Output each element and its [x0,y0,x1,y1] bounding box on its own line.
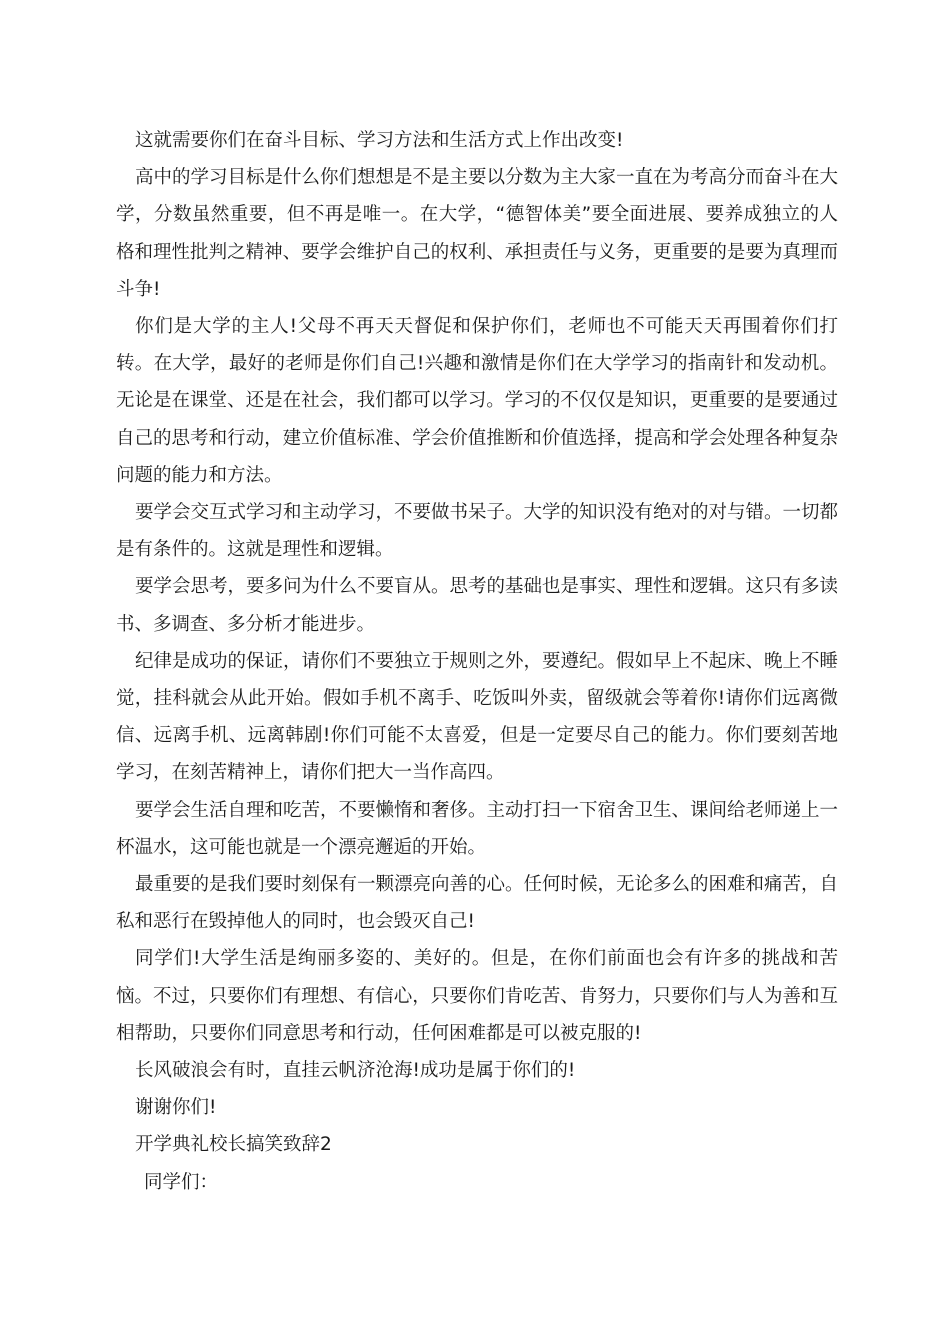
paragraph-learn-to-think: 要学会思考，要多问为什么不要盲从。思考的基础也是事实、理性和逻辑。这只有多读书、多调查、多分析才能进步。 [116,576,839,635]
document-page [116,122,838,1201]
paragraph-self-reliance: 要学会生活自理和吃苦，不要懒惰和奢侈。主动打扫一下宿舍卫生、课间给老师递上一杯温水，这可能也就是一个漂亮邂逅的开始。 [116,799,839,858]
paragraph-discipline: 纪律是成功的保证，请你们不要独立于规则之外，要遵纪。假如早上不起床、晚上不睡觉，挂科就会从此开始。假如手机不离手、吃饭叫外卖，留级就会等着你!请你们远离微信、远离手机、远离韩剧!你们可能不太喜爱，但是一定要尽自己的能力。你们要刻苦地学习，在刻苦精神上，请你们把大一当作高四。 [116,650,839,784]
paragraph-closing-quote: 长风破浪会有时，直挂云帆济沧海!成功是属于你们的! [135,1060,576,1082]
paragraph-thanks: 谢谢你们! [135,1097,217,1119]
paragraph-masters-of-university: 你们是大学的主人!父母不再天天督促和保护你们，老师也不可能天天再围着你们打转。在大学，最好的老师是你们自己!兴趣和激情是你们在大学学习的指南针和发动机。无论是在课堂、还是在社会，我们都可以学习。学习的不仅仅是知识，更重要的是要通过自己的思考和行动，建立价值标准、学会价值推断和价值选择，提高和学会处理各种复杂问题的能力和方法。 [116,316,838,486]
paragraph-study-goals: 高中的学习目标是什么你们想想是不是主要以分数为主大家一直在为考高分而奋斗在大学，分数虽然重要，但不再是唯一。在大学，“德智体美”要全面进展、要养成独立的人格和理性批判之精神、要学会维护自己的权利、承担责任与义务，更重要的是要为真理而斗争! [116,167,839,300]
paragraph-interactive-learning: 要学会交互式学习和主动学习，不要做书呆子。大学的知识没有绝对的对与错。一切都是有条件的。这就是理性和逻辑。 [116,502,839,561]
paragraph-kind-heart: 最重要的是我们要时刻保有一颗漂亮向善的心。任何时候，无论多么的困难和痛苦，自私和恶行在毁掉他人的同时，也会毁灭自己! [116,874,839,933]
paragraph-challenges: 同学们!大学生活是绚丽多姿的、美好的。但是，在你们前面也会有许多的挑战和苦恼。不过，只要你们有理想、有信心，只要你们肯吃苦、肯努力，只要你们与人为善和互相帮助，只要你们同意思考和行动，任何困难都是可以被克服的! [116,948,838,1044]
paragraph-greeting: 同学们： [144,1171,219,1193]
paragraph-change-needed: 这就需要你们在奋斗目标、学习方法和生活方式上作出改变! [135,130,624,151]
section-title: 开学典礼校长搞笑致辞2 [135,1134,332,1156]
